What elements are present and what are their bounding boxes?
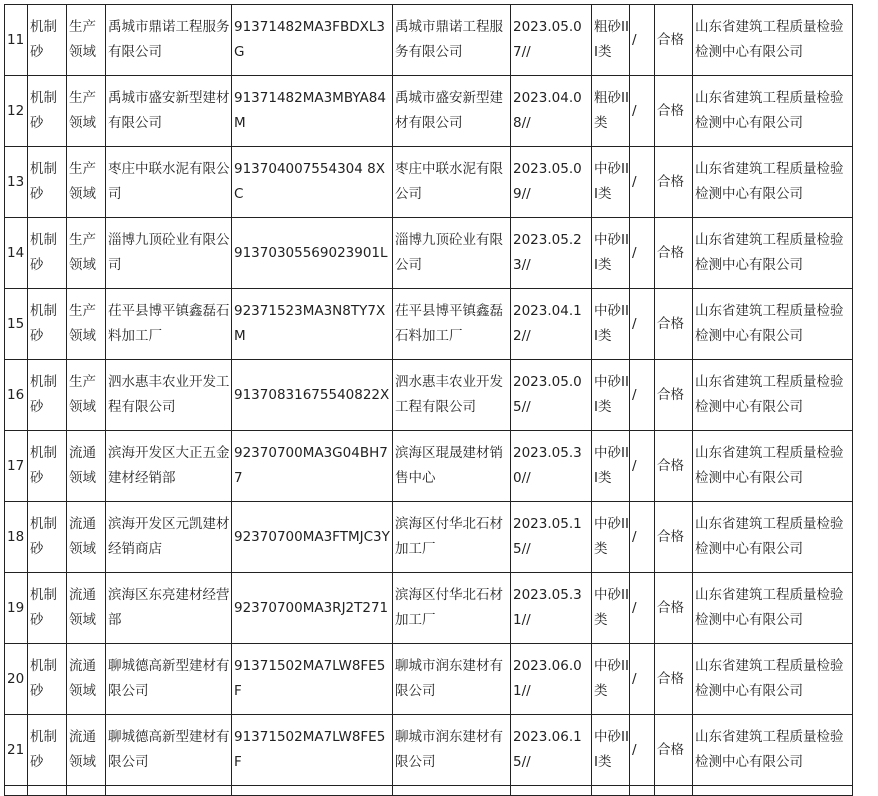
testing-lab: 山东省建筑工程质量检验检测中心有限公司 bbox=[693, 5, 853, 76]
production-date: 2023.05.15// bbox=[511, 502, 592, 573]
table-row-partial bbox=[5, 786, 853, 796]
table-row bbox=[5, 289, 853, 360]
specification: 粗砂II类 bbox=[592, 76, 630, 147]
production-date: 2023.05.30// bbox=[511, 431, 592, 502]
table-row bbox=[5, 218, 853, 289]
production-date: 2023.05.31// bbox=[511, 573, 592, 644]
product-name: 机制砂 bbox=[28, 218, 67, 289]
credit-code: 92371523MA3N8TY7XM bbox=[232, 289, 393, 360]
product-name: 机制砂 bbox=[28, 573, 67, 644]
table-row bbox=[5, 360, 853, 431]
trademark: / bbox=[630, 289, 655, 360]
table-row bbox=[5, 573, 853, 644]
sampling-field: 流通领域 bbox=[67, 644, 106, 715]
trademark: / bbox=[630, 218, 655, 289]
specification: 中砂III类 bbox=[592, 147, 630, 218]
sampling-field: 生产领域 bbox=[67, 147, 106, 218]
production-date: 2023.04.08// bbox=[511, 76, 592, 147]
product-name: 机制砂 bbox=[28, 360, 67, 431]
sampling-field: 流通领域 bbox=[67, 502, 106, 573]
producer-name: 聊城市润东建材有限公司 bbox=[393, 715, 511, 786]
inspection-result: 合格 bbox=[655, 360, 693, 431]
row-number: 17 bbox=[5, 431, 28, 502]
production-date: 2023.05.05// bbox=[511, 360, 592, 431]
sampling-field: 流通领域 bbox=[67, 431, 106, 502]
testing-lab: 山东省建筑工程质量检验检测中心有限公司 bbox=[693, 431, 853, 502]
sampled-unit: 滨海开发区元凯建材经销商店 bbox=[106, 502, 232, 573]
empty-cell bbox=[232, 786, 393, 796]
testing-lab: 山东省建筑工程质量检验检测中心有限公司 bbox=[693, 147, 853, 218]
row-number: 20 bbox=[5, 644, 28, 715]
producer-name: 泗水惠丰农业开发工程有限公司 bbox=[393, 360, 511, 431]
trademark: / bbox=[630, 644, 655, 715]
sampling-field: 流通领域 bbox=[67, 715, 106, 786]
row-number: 16 bbox=[5, 360, 28, 431]
testing-lab: 山东省建筑工程质量检验检测中心有限公司 bbox=[693, 573, 853, 644]
sampling-field: 生产领域 bbox=[67, 218, 106, 289]
trademark: / bbox=[630, 76, 655, 147]
empty-cell bbox=[630, 786, 655, 796]
credit-code: 92370700MA3G04BH77 bbox=[232, 431, 393, 502]
producer-name: 淄博九顶砼业有限公司 bbox=[393, 218, 511, 289]
empty-cell bbox=[28, 786, 67, 796]
credit-code: 91370831675540822X bbox=[232, 360, 393, 431]
production-date: 2023.04.12// bbox=[511, 289, 592, 360]
product-name: 机制砂 bbox=[28, 502, 67, 573]
production-date: 2023.05.07// bbox=[511, 5, 592, 76]
table-row bbox=[5, 644, 853, 715]
product-name: 机制砂 bbox=[28, 147, 67, 218]
credit-code: 91371502MA7LW8FE5F bbox=[232, 715, 393, 786]
empty-cell bbox=[393, 786, 511, 796]
empty-cell bbox=[67, 786, 106, 796]
production-date: 2023.06.15// bbox=[511, 715, 592, 786]
sampled-unit: 茌平县博平镇鑫磊石料加工厂 bbox=[106, 289, 232, 360]
producer-name: 禹城市鼎诺工程服务有限公司 bbox=[393, 5, 511, 76]
credit-code: 91370305569023901L bbox=[232, 218, 393, 289]
table-row bbox=[5, 502, 853, 573]
sampling-field: 生产领域 bbox=[67, 360, 106, 431]
testing-lab: 山东省建筑工程质量检验检测中心有限公司 bbox=[693, 360, 853, 431]
product-name: 机制砂 bbox=[28, 715, 67, 786]
sampled-unit: 禹城市鼎诺工程服务有限公司 bbox=[106, 5, 232, 76]
table-row bbox=[5, 431, 853, 502]
row-number: 14 bbox=[5, 218, 28, 289]
row-number: 18 bbox=[5, 502, 28, 573]
empty-cell bbox=[5, 786, 28, 796]
specification: 中砂III类 bbox=[592, 360, 630, 431]
producer-name: 禹城市盛安新型建材有限公司 bbox=[393, 76, 511, 147]
inspection-results-table bbox=[4, 4, 853, 796]
inspection-result: 合格 bbox=[655, 431, 693, 502]
testing-lab: 山东省建筑工程质量检验检测中心有限公司 bbox=[693, 289, 853, 360]
specification: 中砂III类 bbox=[592, 431, 630, 502]
inspection-result: 合格 bbox=[655, 644, 693, 715]
production-date: 2023.06.01// bbox=[511, 644, 592, 715]
sampled-unit: 淄博九顶砼业有限公司 bbox=[106, 218, 232, 289]
specification: 粗砂III类 bbox=[592, 5, 630, 76]
row-number: 13 bbox=[5, 147, 28, 218]
empty-cell bbox=[592, 786, 630, 796]
trademark: / bbox=[630, 5, 655, 76]
sampled-unit: 泗水惠丰农业开发工程有限公司 bbox=[106, 360, 232, 431]
inspection-result: 合格 bbox=[655, 218, 693, 289]
production-date: 2023.05.09// bbox=[511, 147, 592, 218]
sampled-unit: 滨海区东亮建材经营部 bbox=[106, 573, 232, 644]
specification: 中砂II类 bbox=[592, 502, 630, 573]
empty-cell bbox=[511, 786, 592, 796]
product-name: 机制砂 bbox=[28, 644, 67, 715]
trademark: / bbox=[630, 147, 655, 218]
table-row bbox=[5, 76, 853, 147]
inspection-result: 合格 bbox=[655, 502, 693, 573]
product-name: 机制砂 bbox=[28, 76, 67, 147]
row-number: 11 bbox=[5, 5, 28, 76]
inspection-result: 合格 bbox=[655, 573, 693, 644]
sampling-field: 生产领域 bbox=[67, 76, 106, 147]
credit-code: 913704007554304 8XC bbox=[232, 147, 393, 218]
trademark: / bbox=[630, 502, 655, 573]
row-number: 19 bbox=[5, 573, 28, 644]
specification: 中砂III类 bbox=[592, 218, 630, 289]
empty-cell bbox=[693, 786, 853, 796]
specification: 中砂II类 bbox=[592, 573, 630, 644]
row-number: 15 bbox=[5, 289, 28, 360]
sampled-unit: 禹城市盛安新型建材有限公司 bbox=[106, 76, 232, 147]
inspection-result: 合格 bbox=[655, 76, 693, 147]
testing-lab: 山东省建筑工程质量检验检测中心有限公司 bbox=[693, 218, 853, 289]
credit-code: 92370700MA3FTMJC3Y bbox=[232, 502, 393, 573]
sampling-field: 生产领域 bbox=[67, 289, 106, 360]
inspection-result: 合格 bbox=[655, 5, 693, 76]
table-body bbox=[5, 5, 853, 796]
specification: 中砂III类 bbox=[592, 289, 630, 360]
sampled-unit: 枣庄中联水泥有限公司 bbox=[106, 147, 232, 218]
row-number: 12 bbox=[5, 76, 28, 147]
credit-code: 91371482MA3MBYA84M bbox=[232, 76, 393, 147]
testing-lab: 山东省建筑工程质量检验检测中心有限公司 bbox=[693, 76, 853, 147]
testing-lab: 山东省建筑工程质量检验检测中心有限公司 bbox=[693, 644, 853, 715]
empty-cell bbox=[655, 786, 693, 796]
testing-lab: 山东省建筑工程质量检验检测中心有限公司 bbox=[693, 715, 853, 786]
product-name: 机制砂 bbox=[28, 289, 67, 360]
inspection-result: 合格 bbox=[655, 715, 693, 786]
producer-name: 滨海区付华北石材加工厂 bbox=[393, 502, 511, 573]
specification: 中砂III类 bbox=[592, 715, 630, 786]
producer-name: 聊城市润东建材有限公司 bbox=[393, 644, 511, 715]
table-row bbox=[5, 715, 853, 786]
trademark: / bbox=[630, 573, 655, 644]
product-name: 机制砂 bbox=[28, 5, 67, 76]
sampled-unit: 滨海开发区大正五金建材经销部 bbox=[106, 431, 232, 502]
product-name: 机制砂 bbox=[28, 431, 67, 502]
specification: 中砂II类 bbox=[592, 644, 630, 715]
row-number: 21 bbox=[5, 715, 28, 786]
inspection-result: 合格 bbox=[655, 147, 693, 218]
sampled-unit: 聊城德高新型建材有限公司 bbox=[106, 715, 232, 786]
trademark: / bbox=[630, 715, 655, 786]
trademark: / bbox=[630, 431, 655, 502]
empty-cell bbox=[106, 786, 232, 796]
production-date: 2023.05.23// bbox=[511, 218, 592, 289]
inspection-result: 合格 bbox=[655, 289, 693, 360]
credit-code: 91371482MA3FBDXL3G bbox=[232, 5, 393, 76]
table-row bbox=[5, 147, 853, 218]
credit-code: 91371502MA7LW8FE5F bbox=[232, 644, 393, 715]
sampled-unit: 聊城德高新型建材有限公司 bbox=[106, 644, 232, 715]
producer-name: 茌平县博平镇鑫磊石料加工厂 bbox=[393, 289, 511, 360]
sampling-field: 流通领域 bbox=[67, 573, 106, 644]
credit-code: 92370700MA3RJ2T271 bbox=[232, 573, 393, 644]
table-row bbox=[5, 5, 853, 76]
producer-name: 滨海区琨晟建材销售中心 bbox=[393, 431, 511, 502]
sampling-field: 生产领域 bbox=[67, 5, 106, 76]
trademark: / bbox=[630, 360, 655, 431]
producer-name: 枣庄中联水泥有限公司 bbox=[393, 147, 511, 218]
producer-name: 滨海区付华北石材加工厂 bbox=[393, 573, 511, 644]
testing-lab: 山东省建筑工程质量检验检测中心有限公司 bbox=[693, 502, 853, 573]
